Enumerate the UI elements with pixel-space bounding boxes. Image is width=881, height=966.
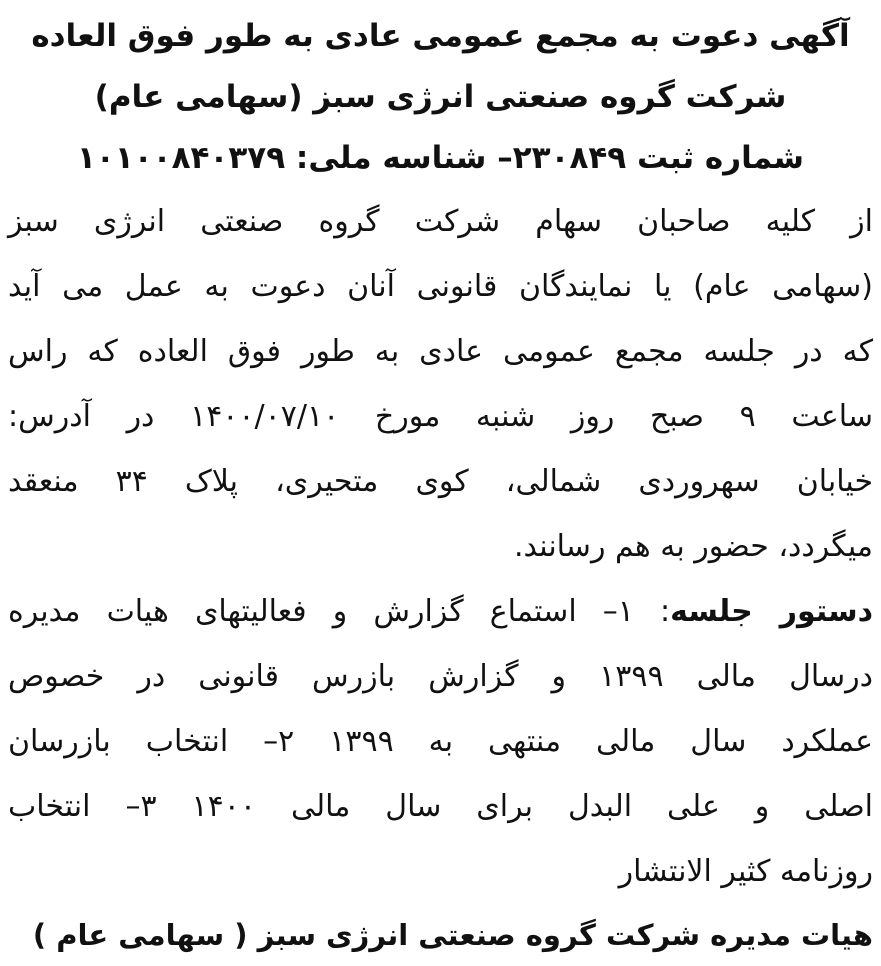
agenda-line-5: روزنامه کثیر الانتشار xyxy=(618,854,873,889)
body-line-1: از کلیه صاحبان سهام شرکت گروه صنعتی انرژی سبز xyxy=(8,204,873,239)
body-line-5: خیابان سهروردی شمالی، کوی متحیری، پلاک ۳۴ منعقد xyxy=(8,464,873,499)
agenda-line-3: عملکرد سال مالی منتهی به ۱۳۹۹ ۲– انتخاب بازرسان xyxy=(8,724,873,759)
registration-info: شماره ثبت ۲۳۰۸۴۹– شناسه ملی: ۱۰۱۰۰۸۴۰۳۷۹ xyxy=(77,140,804,176)
agenda-line-2: درسال مالی ۱۳۹۹ و گزارش بازرس قانونی در خصوص xyxy=(8,659,873,694)
company-name: شرکت گروه صنعتی انرژی سبز (سهامی عام) xyxy=(94,79,787,115)
body-line-4: ساعت ۹ صبح روز شنبه مورخ ۱۴۰۰/۰۷/۱۰ در آدرس: xyxy=(8,399,874,434)
body-line-6: میگردد، حضور به هم رسانند. xyxy=(513,529,873,564)
body-line-2: (سهامی عام) یا نمایندگان قانونی آنان دعوت به عمل می آید xyxy=(8,269,873,304)
agenda-label: دستور جلسه xyxy=(670,594,873,629)
agenda-line-4: اصلی و علی البدل برای سال مالی ۱۴۰۰ ۳– انتخاب xyxy=(8,789,873,824)
agenda-line-1 xyxy=(8,579,873,644)
agenda-item-1: : ۱– استماع گزارش و فعالیتهای هیات مدیره xyxy=(8,594,671,629)
notice-title: آگهی دعوت به مجمع عمومی عادی به طور فوق العاده xyxy=(31,18,850,54)
body-line-3: که در جلسه مجمع عمومی عادی به طور فوق العاده که راس xyxy=(8,334,873,369)
signature: هیات مدیره شرکت گروه صنعتی انرژی سبز ( سهامی عام ) xyxy=(32,918,873,952)
